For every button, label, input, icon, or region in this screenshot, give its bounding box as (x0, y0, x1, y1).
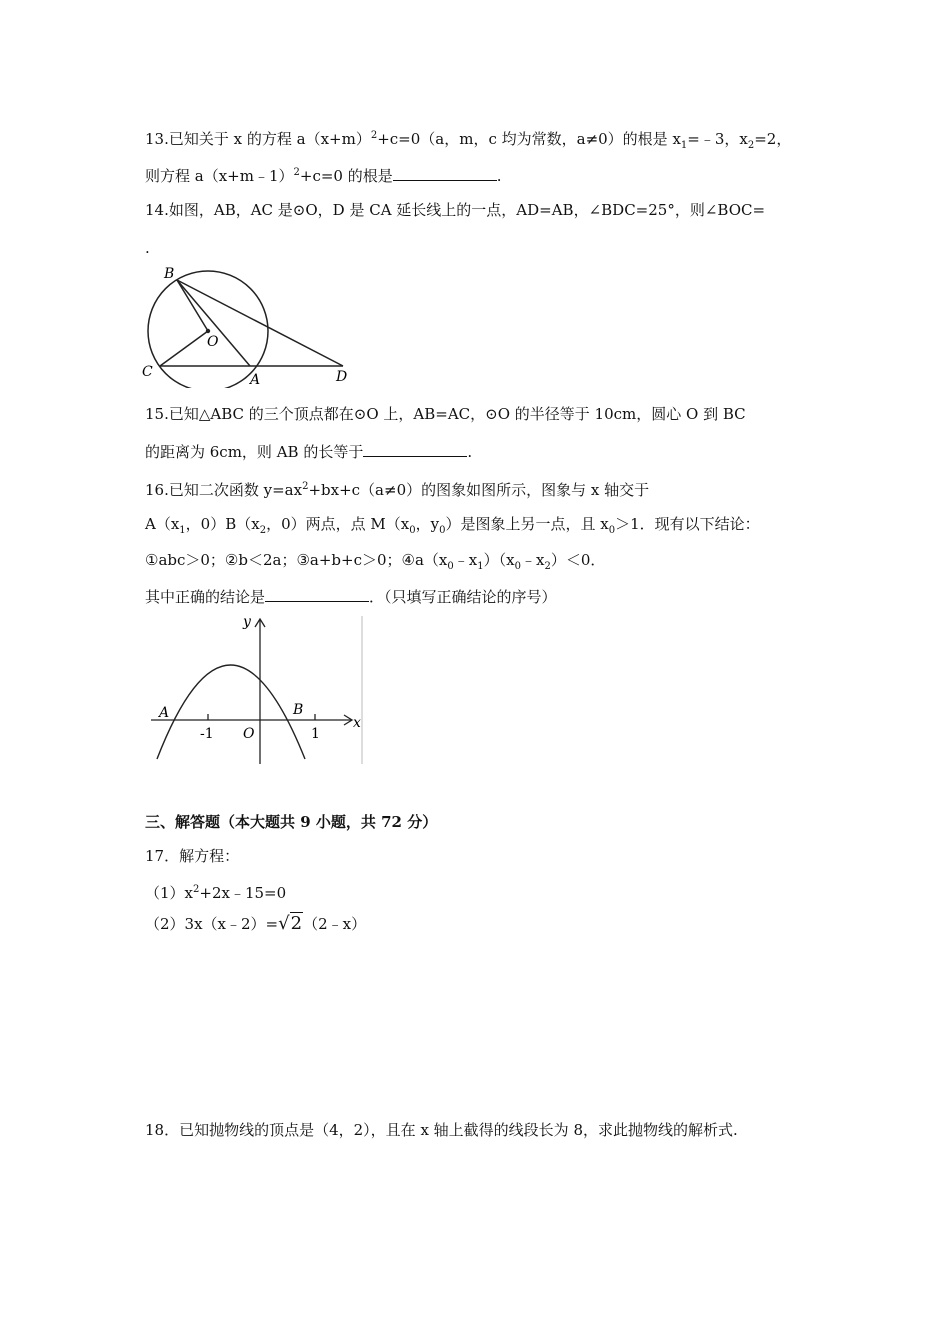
q14-number: 14. (145, 201, 169, 219)
q16-line4 (145, 586, 557, 607)
q13-text: =2， (754, 130, 792, 148)
q14-line2 (145, 238, 150, 258)
label-a: A (159, 705, 170, 721)
q16-line1 (145, 477, 649, 500)
q16-sup: 2 (302, 481, 309, 492)
q16-text: A（x (145, 515, 180, 533)
q13-sub: 1 (680, 140, 688, 151)
segment-oc (160, 331, 208, 366)
label-1: 1 (311, 726, 320, 742)
q16-text: ①abc＞0；②b＜2a；③a+b+c＞0；④a（x (145, 551, 448, 569)
center-point (206, 329, 210, 333)
q16-text: ）是图象上另一点，且 x (445, 515, 609, 533)
q13-sup: 2 (370, 130, 378, 141)
q16-text: ﹣x (520, 551, 545, 569)
q17-part1 (145, 880, 286, 903)
radicand: 2 (290, 913, 303, 934)
q13-text: =﹣3，x (687, 130, 748, 148)
q16-line3 (145, 550, 605, 577)
q15-line1 (145, 404, 746, 424)
q15-answer-blank[interactable] (363, 441, 467, 457)
q13-sup: 2 (293, 167, 300, 178)
q16-sub: 2 (259, 525, 267, 536)
q16-line2 (145, 514, 760, 541)
q16-sub: 0 (447, 561, 454, 572)
label-a: A (250, 372, 261, 388)
label-b: B (293, 702, 304, 718)
q14-line1 (145, 200, 765, 220)
q13-line2 (145, 163, 502, 186)
q17-title: 17．解方程： (145, 847, 240, 865)
label-c: C (142, 364, 153, 380)
q15-text: 已知△ABC 的三个顶点都在⊙O 上，AB=AC，⊙O 的半径等于 10cm，圆心 O 到 BC (168, 405, 746, 423)
q13-number: 13. (145, 130, 169, 148)
q16-text: ．（只填写正确结论的序号） (369, 588, 557, 606)
q17-text: +2x﹣15=0 (199, 884, 287, 902)
q16-text: ＞1．现有以下结论： (615, 515, 760, 533)
q16-text: ﹣x (453, 551, 478, 569)
q17-part2 (145, 914, 366, 934)
q16-text: ）＜0． (550, 551, 606, 569)
q13-text: . (496, 167, 502, 185)
q15-line2 (145, 441, 472, 462)
q16-sub: 0 (439, 525, 446, 536)
q18-text: 18．已知抛物线的顶点是（4，2），且在 x 轴上截得的线段长为 8，求此抛物线的解析式. (145, 1121, 738, 1139)
q16-sub: 0 (608, 525, 616, 536)
q16-parabola-figure (145, 614, 365, 766)
label-o: O (207, 334, 219, 350)
q14-circle-figure (140, 260, 355, 388)
sqrt-icon: √ (278, 913, 290, 934)
q16-text: 其中正确的结论是 (145, 588, 266, 606)
label-origin: O (243, 726, 255, 742)
q15-text: 的距离为 6cm，则 AB 的长等于 (145, 443, 364, 461)
q16-sub: 0 (409, 525, 416, 536)
q16-number: 16. (145, 481, 169, 499)
q13-line1 (145, 126, 791, 156)
section-3-heading: 三、解答题（本大题共 9 小题，共 72 分） (145, 813, 438, 831)
q13-text: +c=0 的根是 (299, 167, 393, 185)
q17-text: （2﹣x） (303, 915, 367, 933)
q13-text: +c=0（a，m，c 均为常数，a≠0）的根是 x (377, 130, 681, 148)
q16-answer-blank[interactable] (265, 586, 369, 602)
label-x: x (353, 715, 361, 731)
q17-sup: 2 (193, 884, 200, 895)
q16-sub: 0 (514, 561, 521, 572)
q15-number: 15. (145, 405, 169, 423)
q13-sub: 2 (747, 140, 755, 151)
label-b: B (164, 266, 175, 282)
q16-text: ，0）两点，点 M（x (266, 515, 410, 533)
q14-text: 如图，AB，AC 是⊙O，D 是 CA 延长线上的一点，AD=AB，∠BDC=25°，则∠BOC= (168, 201, 766, 219)
q16-text: ，0）B（x (185, 515, 260, 533)
q16-text: ，y (415, 515, 440, 533)
q17-text: （1）x (145, 884, 194, 902)
q16-text: +bx+c（a≠0）的图象如图所示，图象与 x 轴交于 (308, 481, 650, 499)
q13-text: 则方程 a（x+m﹣1） (145, 167, 294, 185)
q14-text: . (145, 239, 150, 257)
q16-text: 已知二次函数 y=ax (168, 481, 303, 499)
label-neg1: -1 (200, 726, 214, 742)
q15-text: . (467, 443, 473, 461)
q16-sub: 1 (179, 525, 186, 536)
parabola-curve (157, 665, 305, 759)
q16-sub: 2 (544, 561, 551, 572)
q17-text: （2）3x（x﹣2）= (145, 915, 279, 933)
q16-text: ）（x (483, 551, 515, 569)
q13-text: 已知关于 x 的方程 a（x+m） (168, 130, 371, 148)
label-d: D (336, 369, 348, 385)
q13-answer-blank[interactable] (393, 165, 497, 181)
segment-ba (177, 280, 250, 366)
segment-bd (177, 280, 343, 366)
q16-sub: 1 (477, 561, 484, 572)
label-y: y (243, 614, 251, 630)
